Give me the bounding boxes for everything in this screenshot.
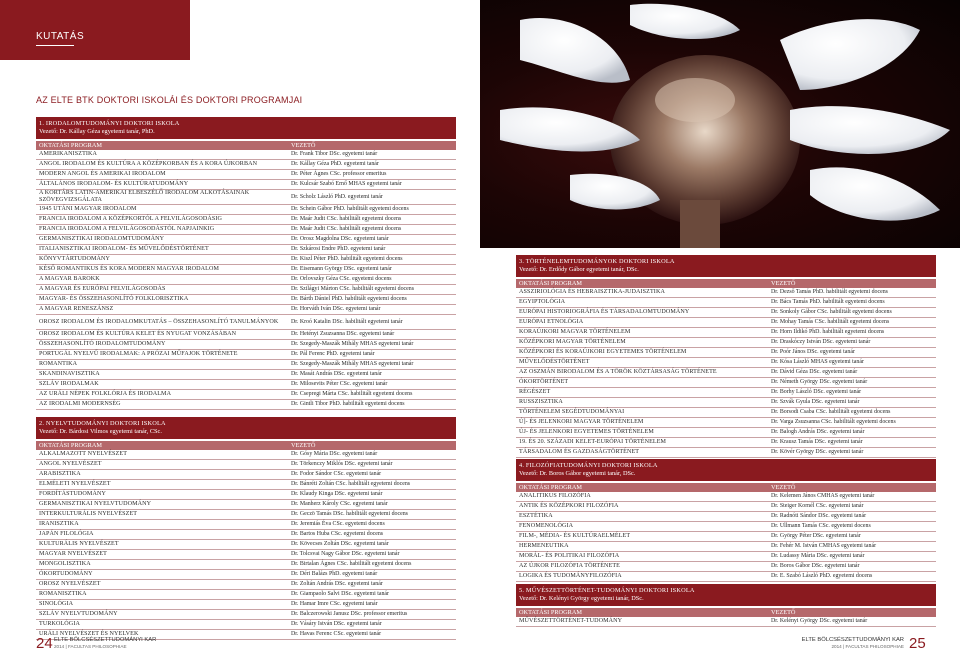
program-leader: Dr. Törkenczy Miklós DSc. egyetemi tanár [291, 461, 393, 467]
table-row [36, 390, 456, 400]
program-name: MAGYAR NYELVÉSZET [39, 551, 107, 558]
program-name: MAGYAR- ÉS ÖSSZEHASONLÍTÓ FOLKLORISZTIKA [39, 296, 189, 303]
program-name: HERMENEUTIKA [519, 543, 569, 550]
program-leader: Dr. Balczerowski Janusz DSc. professor emeritus [291, 611, 408, 617]
section-underline [36, 45, 74, 46]
table-row [36, 215, 456, 225]
table-row [36, 350, 456, 360]
school-title: 1. IRODALOMTUDOMÁNYI DOKTORI ISKOLA [39, 120, 180, 127]
table-row [36, 235, 456, 245]
program-name: TURKOLÓGIA [39, 621, 80, 628]
program-name: KORAÚJKORI MAGYAR TÖRTÉNELEM [519, 329, 631, 336]
table-row [36, 520, 456, 530]
program-leader: Dr. Sonkoly Gábor CSc. habilitált egyetemi docens [771, 309, 892, 315]
table-row [516, 522, 936, 532]
program-name: ROMANISZTIKA [39, 591, 87, 598]
program-leader: Dr. Radnóti Sándor DSc. egyetemi tanár [771, 513, 867, 519]
school-leader: Vezető: Dr. Bárdosi Vilmos egyetemi tanár, CSc. [39, 428, 162, 435]
column-header-program: OKTATÁSI PROGRAM [39, 142, 102, 149]
program-leader: Dr. Gintli Tibor PhD. habilitált egyetemi docens [291, 401, 405, 407]
program-leader: Dr. Kövecses Zoltán DSc. egyetemi tanár [291, 541, 389, 547]
table-row [36, 600, 456, 610]
table-row [36, 580, 456, 590]
program-name: ESZTÉTIKA [519, 513, 553, 520]
table-row [516, 358, 936, 368]
program-leader: Dr. Kulcsár Szabó Ernő MHAS egyetemi tanár [291, 181, 402, 187]
program-name: AZ ÚJKOR FILOZÓFIA TÖRTÉNETE [519, 563, 621, 570]
column-header-leader: VEZETŐ [771, 484, 796, 491]
program-leader: Dr. Boros Gábor DSc. egyetemi tanár [771, 563, 860, 569]
program-leader: Dr. Manherz Károly CSc. egyetemi tanár [291, 501, 388, 507]
program-leader: Dr. Schein Gábor PhD. habilitált egyetemi docens [291, 206, 409, 212]
right-page [480, 0, 960, 650]
program-name: KÖZÉPKORI MAGYAR TÖRTÉNELEM [519, 339, 626, 346]
program-leader: Dr. Steiger Kornél CSc. egyetemi tanár [771, 503, 864, 509]
program-name: Ú]- ÉS JELENKORI MAGYAR TÖRTÉNELEM [519, 419, 644, 426]
program-name: AZ OSZMÁN BIRODALOM ÉS A TÖRÖK KÖZTÁRSASÁG TÖRTÉNETE [519, 369, 717, 376]
program-name: SZLÁV IRODALMAK [39, 381, 99, 388]
table-row [516, 552, 936, 562]
program-name: IRANISZTIKA [39, 521, 79, 528]
program-name: ÚJ- ÉS JELENKORI EGYETEMES TÖRTÉNELEM [519, 429, 654, 436]
program-leader: Dr. Szilágyi Márton CSc. habilitált egyetemi docens [291, 286, 415, 292]
doctoral-school-art-history [516, 584, 936, 627]
program-name: SKANDINAVISZTIKA [39, 371, 100, 378]
table-row [516, 492, 936, 502]
program-name: EURÓPAI HISTORIOGRÁFIA ÉS TÁRSADALOMTUDOMÁNY [519, 309, 690, 316]
table-row [36, 480, 456, 490]
table-row [36, 315, 456, 330]
table-row [516, 368, 936, 378]
program-name: ÓKORTÖRTÉNET [519, 379, 569, 386]
school-leader: Vezető: Dr. Erdődy Gábor egyetemi tanár, DSc. [519, 266, 639, 273]
program-leader: Dr. Maár Judit CSc. habilitált egyetemi docens [291, 226, 402, 232]
table-row [516, 617, 936, 627]
program-leader: Dr. Ullmann Tamás CSc. egyetemi docens [771, 523, 871, 529]
program-name: URÁLI NYELVÉSZET ÉS NYELVEK [39, 631, 139, 638]
program-name: ANALITIKUS FILOZÓFIA [519, 493, 591, 500]
photo-illustration [480, 0, 960, 248]
table-row [36, 590, 456, 600]
table-row [36, 190, 456, 205]
program-leader: Dr. Bánréti Zoltán CSc. habilitált egyetemi docens [291, 481, 411, 487]
table-row [36, 160, 456, 170]
table-row [36, 400, 456, 410]
program-leader: Dr. E. Szabó László PhD. egyetemi docens [771, 573, 873, 579]
program-leader: Dr. Dávid Géza DSc. egyetemi tanár [771, 369, 858, 375]
program-leader: Dr. Zoltán András DSc. egyetemi tanár [291, 581, 383, 587]
program-leader: Dr. Bárth Dániel PhD. habilitált egyetemi docens [291, 296, 407, 302]
program-name: A MAGYAR ÉS EURÓPAI FELVILÁGOSODÁS [39, 286, 166, 293]
table-row [516, 318, 936, 328]
program-name: EGYIPTOLÓGIA [519, 299, 566, 306]
program-leader: Dr. Borhy László DSc. egyetemi tanár [771, 389, 862, 395]
column-header [516, 608, 936, 617]
table-row [36, 170, 456, 180]
column-header-program: OKTATÁSI PROGRAM [519, 609, 582, 616]
program-leader: Dr. Orlovszky Géza CSc. egyetemi docens [291, 276, 392, 282]
table-row [36, 255, 456, 265]
school-header [516, 459, 936, 481]
program-leader: Dr. Déri Balázs PhD. egyetemi tanár [291, 571, 378, 577]
program-name: FRANCIA IRODALOM A KÖZÉPKORTÓL A FELVILÁGOSODÁSIG [39, 216, 223, 223]
program-leader: Dr. Maár Judit CSc. habilitált egyetemi docens [291, 216, 402, 222]
table-row [36, 330, 456, 340]
footer-faculty-right: ELTE BÖLCSÉSZETTUDOMÁNYI KAR [801, 637, 904, 643]
program-name: MŰVELŐDÉSTÖRTÉNET [519, 359, 590, 366]
page-number-right: 25 [909, 635, 926, 650]
table-row [36, 460, 456, 470]
footer-sub-right: 2014 | FACULTAS PHILOSOPHIAE [831, 643, 904, 649]
program-leader: Dr. Bartos Huba CSc. egyetemi docens [291, 531, 384, 537]
table-row [516, 338, 936, 348]
footer-left [54, 637, 156, 650]
program-name: SINOLÓGIA [39, 601, 74, 608]
table-row [516, 378, 936, 388]
program-leader: Dr. Péter Ágnes CSc. professor emeritus [291, 171, 387, 177]
program-name: ÖSSZEHASONLÍTÓ IRODALOMTUDOMÁNY [39, 341, 166, 348]
program-leader: Dr. Balogh András DSc. egyetemi tanár [771, 429, 865, 435]
school-leader: Vezető: Dr. Kállay Géza egyetemi tanár, PhD. [39, 128, 155, 135]
program-name: KÉSŐ ROMANTIKUS ÉS KORA MODERN MAGYAR IRODALOM [39, 266, 219, 273]
program-leader: Dr. Ludassy Mária DSc. egyetemi tanár [771, 553, 865, 559]
school-title: 5. MŰVÉSZETTÖRTÉNET-TUDOMÁNYI DOKTORI ISKOLA [519, 587, 695, 594]
table-row [516, 418, 936, 428]
program-name: EURÓPAI ETNOLÓGIA [519, 319, 584, 326]
column-header [36, 141, 456, 150]
program-name: SZLÁV NYELVTUDOMÁNY [39, 611, 118, 618]
column-header-leader: VEZETŐ [291, 442, 316, 449]
program-leader: Dr. Szegedy-Maszák Mihály MHAS egyetemi tanár [291, 341, 414, 347]
program-leader: Dr. Hamar Imre CSc. egyetemi tanár [291, 601, 378, 607]
program-leader: Dr. Masát András DSc. egyetemi tanár [291, 371, 382, 377]
table-row [36, 245, 456, 255]
program-leader: Dr. Frank Tibor DSc. egyetemi tanár [291, 151, 378, 157]
program-name: ALKALMAZOTT NYELVÉSZET [39, 451, 128, 458]
program-leader: Dr. Dezső Tamás PhD. habilitált egyetemi docens [771, 289, 888, 295]
program-name: JAPÁN FILOLÓGIA [39, 531, 94, 538]
program-name: FRANCIA IRODALOM A FELVILÁGOSODÁSTÓL NAPJAINKIG [39, 226, 215, 233]
school-title: 4. FILOZÓFIATUDOMÁNYI DOKTORI ISKOLA [519, 462, 658, 469]
program-name: ANGOL NYELVÉSZET [39, 461, 102, 468]
program-name: ROMANTIKA [39, 361, 78, 368]
table-row [36, 180, 456, 190]
program-name: GERMANISZTIKAI NYELVTUDOMÁNY [39, 501, 152, 508]
program-leader: Dr. Orosz Magdolna DSc. egyetemi tanár [291, 236, 389, 242]
program-name: INTERKULTURÁLIS NYELVÉSZET [39, 511, 138, 518]
program-name: ÁLTALÁNOS IRODALOM- ÉS KULTÚRATUDOMÁNY [39, 181, 189, 188]
program-leader: Dr. Pál Ferenc PhD. egyetemi tanár [291, 351, 375, 357]
program-name: ÓKORTUDOMÁNY [39, 571, 93, 578]
table-row [36, 295, 456, 305]
table-row [516, 572, 936, 582]
program-leader: Dr. Poór János DSc. egyetemi tanár [771, 349, 855, 355]
column-header-leader: VEZETŐ [291, 142, 316, 149]
program-name: 1945 UTÁNI MAGYAR IRODALOM [39, 206, 137, 213]
column-header-leader: VEZETŐ [771, 609, 796, 616]
program-name: ELMÉLETI NYELVÉSZET [39, 481, 111, 488]
program-leader: Dr. Vásáry István DSc. egyetemi tanár [291, 621, 382, 627]
program-name: 19. ÉS 20. SZÁZADI KELET-EURÓPAI TÖRTÉNELEM [519, 439, 667, 446]
program-name: KÖNYVTÁRTUDOMÁNY [39, 256, 110, 263]
table-row [36, 530, 456, 540]
program-leader: Dr. Giampaolo Salvi DSc. egyetemi tanár [291, 591, 389, 597]
program-leader: Dr. Kelényi György DSc. egyetemi tanár [771, 618, 868, 624]
table-row [516, 428, 936, 438]
footer-sub: 2014 | FACULTAS PHILOSOPHIAE [54, 643, 127, 649]
program-name: ARABISZTIKA [39, 471, 81, 478]
program-name: OROSZ IRODALOM ÉS IRODALOMKUTATÁS – ÖSSZEHASONLÍTÓ TANULMÁNYOK [39, 318, 279, 325]
program-name: A MAGYAR BAROKK [39, 276, 100, 283]
program-name: AMERIKANISZTIKA [39, 151, 98, 158]
table-row [36, 225, 456, 235]
program-name: AZ URÁLI NÉPEK FOLKLÓRJA ÉS IRODALMA [39, 391, 172, 398]
table-row [516, 288, 936, 298]
page-title: AZ ELTE BTK DOKTORI ISKOLÁI ÉS DOKTORI PROGRAMJAI [36, 95, 303, 105]
program-name: MODERN ANGOL ÉS AMERIKAI IRODALOM [39, 171, 166, 178]
table-row [36, 470, 456, 480]
doctoral-school-linguistics [36, 417, 456, 640]
program-name: PORTUGÁL NYELVŰ IRODALMAK: A PRÓZAI MŰFAJOK TÖRTÉNETE [39, 351, 238, 358]
table-row [516, 532, 936, 542]
program-leader: Dr. Kósa László MHAS egyetemi tanár [771, 359, 864, 365]
table-row [516, 388, 936, 398]
program-name: TÁRSADALOM ÉS GAZDASÁGTÖRTÉNET [519, 449, 640, 456]
table-row [516, 438, 936, 448]
table-row [36, 360, 456, 370]
table-row [36, 550, 456, 560]
footer-right [798, 637, 904, 650]
program-leader: Dr. Jeremiás Éva CSc. egyetemi docens [291, 521, 385, 527]
program-name: AZ IRODALMI MODERNSÉG [39, 401, 121, 408]
program-name: A MAGYAR RENESZÁNSZ [39, 306, 114, 313]
table-row [516, 512, 936, 522]
table-row [516, 448, 936, 458]
table-row [36, 570, 456, 580]
program-leader: Dr. Varga Zsuzsanna CSc. habilitált egyetemi docens [771, 419, 896, 425]
program-leader: Dr. Németh György DSc. egyetemi tanár [771, 379, 868, 385]
footer-faculty: ELTE BÖLCSÉSZETTUDOMÁNYI KAR [54, 637, 157, 643]
program-name: OROSZ IRODALOM ÉS KULTÚRA KELET ÉS NYUGAT VONZÁSÁBAN [39, 331, 237, 338]
doctoral-school-philosophy [516, 459, 936, 582]
program-name: MORÁL- ÉS POLITIKAI FILOZÓFIA [519, 553, 620, 560]
doctoral-school-history [516, 255, 936, 458]
school-leader: Vezető: Dr. Kelényi György egyetemi tanár, DSc. [519, 595, 644, 602]
program-leader: Dr. Havas Ferenc CSc. egyetemi tanár [291, 631, 382, 637]
program-leader: Dr. Hetényi Zsuzsanna DSc. egyetemi tanár [291, 331, 395, 337]
program-leader: Dr. Szegedy-Maszák Mihály MHAS egyetemi tanár [291, 361, 414, 367]
section-label: KUTATÁS [36, 31, 85, 42]
table-row [36, 610, 456, 620]
program-name: MONGOLISZTIKA [39, 561, 91, 568]
program-name: RUSSZISZTIKA [519, 399, 563, 406]
program-name: KÖZÉPKORI ÉS KORAÚJKORI EGYETEMES TÖRTÉNELEM [519, 349, 687, 356]
program-leader: Dr. Kiszl Péter PhD. habilitált egyetemi docens [291, 256, 403, 262]
program-leader: Dr. Csepregi Márta CSc. habilitált egyetemi docens [291, 391, 413, 397]
table-row [516, 502, 936, 512]
program-leader: Dr. Gósy Mária DSc. egyetemi tanár [291, 451, 378, 457]
school-header [516, 255, 936, 277]
school-header [36, 117, 456, 139]
table-row [36, 510, 456, 520]
table-row [516, 398, 936, 408]
table-row [36, 340, 456, 350]
table-row [516, 562, 936, 572]
program-name: RÉGÉSZET [519, 389, 551, 396]
table-row [36, 450, 456, 460]
program-leader: Dr. Fodor Sándor CSc. egyetemi tanár [291, 471, 382, 477]
table-row [36, 380, 456, 390]
program-leader: Dr. Szvák Gyula DSc. egyetemi tanár [771, 399, 860, 405]
program-leader: Dr. Geczö Tamás DSc. habilitált egyetemi docens [291, 511, 408, 517]
school-leader: Vezető: Dr. Boros Gábor egyetemi tanár, DSc. [519, 470, 636, 477]
column-header-program: OKTATÁSI PROGRAM [519, 280, 582, 287]
program-name: ITALIANISZTIKAI IRODALOM- ÉS MŰVELŐDÉSTÖRTÉNET [39, 246, 209, 253]
program-leader: Dr. Draskóczy István DSc. egyetemi tanár [771, 339, 871, 345]
school-header [36, 417, 456, 439]
program-leader: Dr. Krausz Tamás DSc. egyetemi tanár [771, 439, 863, 445]
table-row [36, 205, 456, 215]
program-name: FORDÍTÁSTUDOMÁNY [39, 491, 106, 498]
program-name: OROSZ NYELVÉSZET [39, 581, 101, 588]
table-row [516, 348, 936, 358]
program-leader: Dr. Mohay Tamás CSc. habilitált egyetemi docens [771, 319, 890, 325]
program-name: TÖRTÉNELEM SEGÉDTUDOMÁNYAI [519, 409, 625, 416]
table-row [36, 150, 456, 160]
school-title: 3. TÖRTÉNELEMTUDOMÁNYOK DOKTORI ISKOLA [519, 258, 675, 265]
table-row [36, 540, 456, 550]
table-row [516, 308, 936, 318]
program-leader: Dr. Fehér M. István CMHAS egyetemi tanár [771, 543, 877, 549]
photo-gloved-hands-silver-vessel [480, 0, 960, 248]
column-header [516, 483, 936, 492]
program-name: FILM-, MÉDIA- ÉS KULTÚRAELMÉLET [519, 533, 631, 540]
program-leader: Dr. Szkárosi Endre PhD. egyetemi tanár [291, 246, 386, 252]
column-header-program: OKTATÁSI PROGRAM [519, 484, 582, 491]
table-row [516, 542, 936, 552]
school-header [516, 584, 936, 606]
doctoral-school-literature [36, 117, 456, 410]
table-row [36, 500, 456, 510]
table-row [36, 265, 456, 275]
program-leader: Dr. Kállay Géza PhD. egyetemi tanár [291, 161, 379, 167]
program-leader: Dr. Scholz László PhD. egyetemi tanár [291, 193, 383, 200]
program-leader: Dr. Kövér György DSc. egyetemi tanár [771, 449, 864, 455]
program-leader: Dr. Bács Tamás PhD. habilitált egyetemi docens [771, 299, 885, 305]
column-header [516, 279, 936, 288]
program-leader: Dr. Horn Ildikó PhD. habilitált egyetemi docens [771, 329, 885, 335]
program-name: ASSZIRIOLÓGIA ÉS HEBRAISZTIKA-JUDAISZTIKA [519, 289, 665, 296]
program-leader: Dr. Milosevits Péter CSc. egyetemi tanár [291, 381, 388, 387]
column-header-leader: VEZETŐ [771, 280, 796, 287]
program-leader: Dr. Klaudy Kinga DSc. egyetemi tanár [291, 491, 383, 497]
table-row [36, 275, 456, 285]
program-name: ANTIK ÉS KÖZÉPKORI FILOZÓFIA [519, 503, 619, 510]
table-row [36, 370, 456, 380]
program-name: KULTURÁLIS NYELVÉSZET [39, 541, 119, 548]
table-row [516, 328, 936, 338]
program-leader: Dr. György Péter DSc. egyetemi tanár [771, 533, 861, 539]
program-name: ANGOL IRODALOM ÉS KULTÚRA A KÖZÉPKORBAN ÉS A KORA ÚJKORBAN [39, 161, 258, 168]
program-name: A KORTÁRS LATIN-AMERIKAI ELBESZÉLŐ IRODALOM ALKOTÁSAINAK SZÖVEGVIZSGÁLATA [39, 190, 250, 203]
section-header-bar [0, 0, 190, 60]
table-row [36, 560, 456, 570]
program-leader: Dr. Kelemen János CMHAS egyetemi tanár [771, 493, 875, 499]
table-row [36, 620, 456, 630]
table-row [36, 490, 456, 500]
table-row [516, 408, 936, 418]
school-title: 2. NYELVTUDOMÁNYI DOKTORI ISKOLA [39, 420, 166, 427]
program-name: GERMANISZTIKAI IRODALOMTUDOMÁNY [39, 236, 165, 243]
program-leader: Dr. Birtalan Ágnes CSc. habilitált egyetemi docens [291, 561, 412, 567]
table-row [36, 285, 456, 295]
program-leader: Dr. Eisemann György DSc. egyetemi tanár [291, 266, 392, 272]
column-header [36, 441, 456, 450]
program-name: FENOMENOLÓGIA [519, 523, 574, 530]
table-row [36, 305, 456, 315]
table-row [516, 298, 936, 308]
page-number-left: 24 [36, 635, 53, 650]
program-leader: Dr. Borsodi Csaba CSc. habilitált egyetemi docens [771, 409, 891, 415]
program-leader: Dr. Tolcsvai Nagy Gábor DSc. egyetemi tanár [291, 551, 400, 557]
program-name: MŰVÉSZETTÖRTÉNET-TUDOMÁNY [519, 618, 623, 625]
program-leader: Dr. Kroó Katalin DSc. habilitált egyetemi tanár [291, 318, 403, 325]
program-leader: Dr. Horváth Iván DSc. egyetemi tanár [291, 306, 381, 312]
column-header-program: OKTATÁSI PROGRAM [39, 442, 102, 449]
program-name: LOGIKA ÉS TUDOMÁNYFILOZÓFIA [519, 573, 622, 580]
